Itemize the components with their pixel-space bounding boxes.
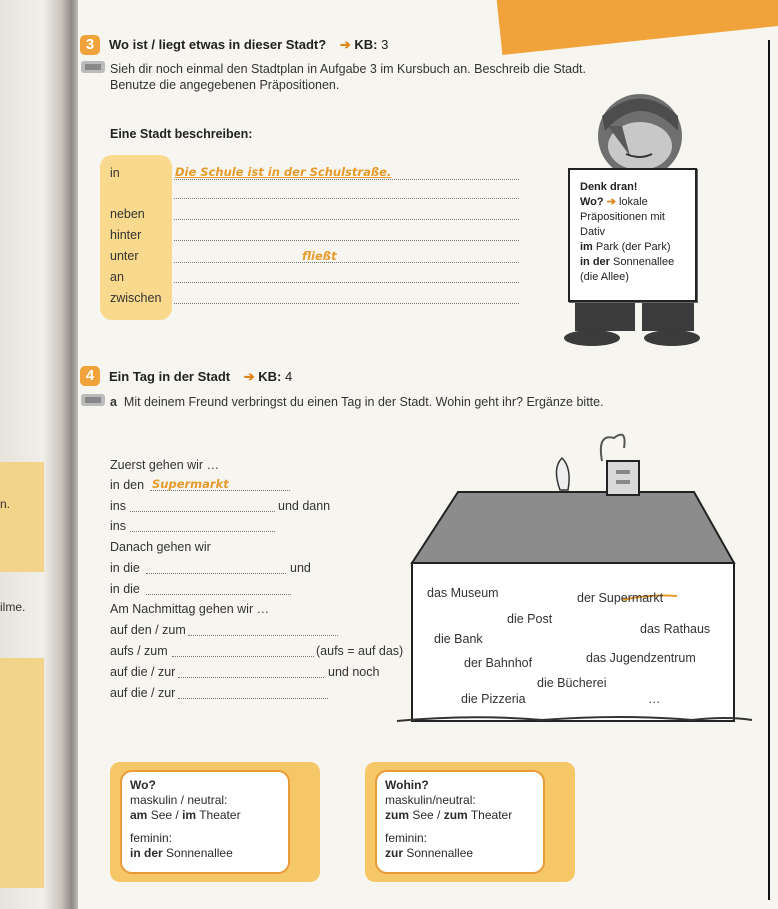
exercise-3-heading [109,37,388,53]
exercise-line: auf die / zur [110,665,176,679]
preposition: hinter [110,228,142,242]
box-line: in der Sonnenallee [130,846,233,860]
place-label: die Bank [434,632,483,646]
subheading: Eine Stadt beschreiben: [110,127,253,141]
answer-line[interactable] [174,282,519,283]
wo-grammar-box [110,762,320,882]
place-label: die Post [507,612,553,626]
arrow-icon: ➔ [606,196,616,208]
exercise-title: Wo ist / liegt etwas in dieser Stadt? [109,37,327,52]
box-line: maskulin/neutral: [385,793,476,807]
exercise-line: ins [110,499,126,513]
answer-line[interactable] [174,198,519,199]
pencil-icon [80,391,106,409]
place-label: der Bahnhof [464,656,533,670]
place-label: das Museum [427,586,499,600]
answer-line[interactable] [174,179,519,180]
sign-line: (die Allee) [580,271,629,283]
sign-title: Denk dran! [580,181,638,193]
preposition: unter [110,249,139,263]
exercise-line: in den [110,478,145,492]
answer-line[interactable] [130,511,275,512]
sign-line: im Park (der Park) [580,241,671,253]
box-line: feminin: [385,831,428,845]
exercise-number: 3 [80,35,100,55]
kb-page: 3 [381,37,389,52]
exercise-title: Ein Tag in der Stadt [109,369,231,384]
exercise-line: in die [110,582,140,596]
exercise-line: in die [110,561,140,575]
box-line: feminin: [130,831,173,845]
exercise-line: Am Nachmittag gehen wir … [110,602,270,616]
handwritten-answer: Die Schule ist in der Schulstraße. [175,165,392,179]
kb-label: KB: [258,369,282,384]
reminder-sign [568,168,697,302]
answer-line[interactable] [178,677,324,678]
answer-line[interactable] [130,531,275,532]
answer-line[interactable] [172,656,314,657]
exercise-line: und [290,561,311,575]
exercise-number: 4 [80,366,100,386]
place-label: die Bücherei [537,676,607,690]
preposition: an [110,270,124,284]
box-line: am See / im Theater [130,808,241,822]
arrow-icon: ➔ [339,37,351,52]
place-label: … [648,692,661,706]
place-label: der Supermarkt [577,591,664,605]
edge-tab-lower [0,658,44,888]
answer-line[interactable] [146,594,291,595]
exercise-line: Danach gehen wir [110,540,211,554]
instruction-text: Sieh dir noch einmal den Stadtplan in Aufgabe 3 im Kursbuch an. Beschreib die Stadt. [110,62,586,76]
exercise-line: und noch [328,665,380,679]
exercise-line: auf die / zur [110,686,176,700]
answer-line[interactable] [174,262,519,263]
sign-line: Präpositionen mit [580,211,665,223]
box-title: Wo? [130,778,156,792]
answer-line[interactable] [146,573,286,574]
edge-text: n. [0,497,11,511]
page-border [768,40,770,900]
arrow-icon: ➔ [243,369,255,384]
edge-text: ilme. [0,600,26,614]
instruction-text: a Mit deinem Freund verbringst du einen Tag in der Stadt. Wohin geht ihr? Ergänze bitte. [110,395,604,409]
place-label: das Jugendzentrum [586,651,696,665]
handwritten-answer: fließt [302,249,337,263]
wohin-grammar-box [365,762,575,882]
sign-line: Dativ [580,226,606,238]
instruction-text: Benutze die angegebenen Präpositionen. [110,78,340,92]
preposition: in [110,166,120,180]
pencil-icon [80,58,106,76]
answer-line[interactable] [178,698,328,699]
preposition: zwischen [110,291,162,305]
place-label: das Rathaus [640,622,711,636]
exercise-line: (aufs = auf das) [316,644,404,658]
exercise-4-heading [109,369,292,385]
exercise-line: und dann [278,499,331,513]
box-line: maskulin / neutral: [130,793,228,807]
exercise-line: aufs / zum [110,644,168,658]
exercise-line: ins [110,519,126,533]
box-line: zur Sonnenallee [385,846,474,860]
place-label: die Pizzeria [461,692,526,706]
answer-line[interactable] [174,219,519,220]
kb-label: KB: [354,37,378,52]
sign-line: in der Sonnenallee [580,256,675,268]
previous-page-edge [0,0,78,909]
kb-page: 4 [285,369,293,384]
exercise-line: Zuerst gehen wir … [110,458,220,472]
sign-line: Wo? ➔ lokale [580,196,648,208]
answer-line[interactable] [174,303,519,304]
answer-line[interactable] [150,490,290,491]
box-title: Wohin? [385,778,429,792]
answer-line[interactable] [174,240,519,241]
box-line: zum See / zum Theater [385,808,513,822]
edge-tab [0,462,44,572]
preposition: neben [110,207,145,221]
exercise-line: auf den / zum [110,623,186,637]
corner-decoration [495,0,778,55]
answer-line[interactable] [188,635,338,636]
handwritten-answer: Supermarkt [152,477,229,491]
